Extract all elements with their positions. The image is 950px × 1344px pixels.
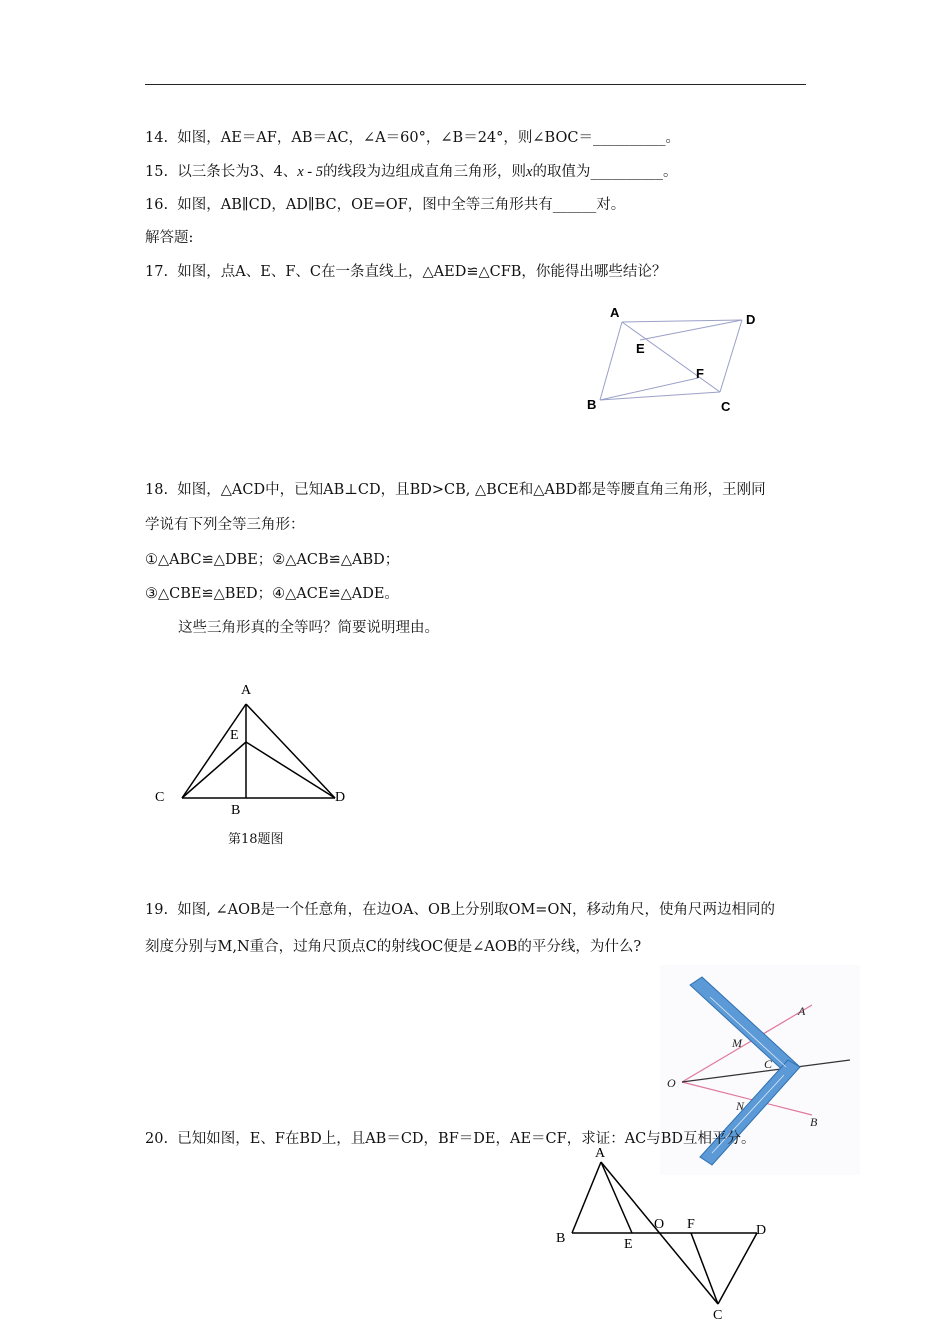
- label-f: F: [687, 1217, 695, 1232]
- question-15: 15. 以三条长为3、4、x - 5的线段为边组成直角三角形，则x的取值为__________。: [145, 164, 678, 180]
- question-18-line-4: ③△CBE≌△BED；④△ACE≌△ADE。: [145, 586, 399, 602]
- label-a: A: [610, 305, 620, 320]
- label-b: B: [231, 803, 241, 818]
- question-18-line-5: 这些三角形真的全等吗？简要说明理由。: [178, 620, 439, 636]
- expression-x-minus-5: x - 5: [297, 164, 323, 180]
- label-c: C: [764, 1057, 773, 1071]
- label-a: A: [798, 1004, 806, 1018]
- question-14: 14. 如图，AE＝AF，AB＝AC，∠A＝60°，∠B＝24°，则∠BOC＝__________。: [145, 130, 680, 146]
- seg-ab: [572, 1162, 601, 1233]
- label-e: E: [624, 1237, 633, 1252]
- question-20: 20. 已知如图，E、F在BD上，且AB＝CD，BF＝DE，AE＝CF，求证：AC与BD互相平分。: [145, 1131, 756, 1147]
- figure-20: [550, 1140, 780, 1323]
- label-o: O: [654, 1217, 665, 1232]
- question-17: 17. 如图，点A、E、F、C在一条直线上，△AED≌△CFB，你能得出哪些结论？: [145, 264, 667, 280]
- label-e: E: [230, 728, 239, 743]
- label-a: A: [595, 1146, 606, 1161]
- section-heading: 解答题:: [145, 230, 194, 246]
- label-e: E: [636, 341, 645, 356]
- question-19-line-2: 刻度分别与M,N重合，过角尺顶点C的射线OC便是∠AOB的平分线，为什么?: [145, 939, 642, 955]
- question-16: 16. 如图，AB∥CD，AD∥BC，OE=OF，图中全等三角形共有______对。: [145, 197, 626, 213]
- label-f: F: [696, 366, 704, 381]
- seg-fc: [691, 1233, 718, 1304]
- label-c: C: [155, 790, 165, 805]
- seg-ed: [640, 320, 742, 340]
- label-m: M: [732, 1036, 742, 1050]
- label-b: B: [556, 1231, 566, 1246]
- question-18-line-2: 学说有下列全等三角形：: [145, 517, 305, 533]
- label-d: D: [746, 312, 756, 327]
- label-o: O: [667, 1076, 676, 1090]
- figure-18: [145, 680, 365, 820]
- label-c: C: [721, 399, 731, 414]
- label-d: D: [335, 790, 346, 805]
- figure-18-caption: 第18题图: [228, 832, 284, 847]
- seg-dc: [720, 320, 742, 392]
- seg-ac: [622, 322, 720, 392]
- variable-x: x: [526, 164, 533, 180]
- seg-ae: [601, 1162, 632, 1233]
- label-a: A: [241, 683, 252, 698]
- label-b: B: [587, 397, 597, 412]
- question-19-line-1: 19. 如图, ∠AOB是一个任意角，在边OA、OB上分别取OM=ON，移动角尺，使角尺两边相同的: [145, 902, 776, 918]
- seg-ad: [622, 320, 742, 322]
- header-rule: [145, 84, 806, 85]
- figure-17: [580, 300, 780, 420]
- question-18-line-1: 18. 如图，△ACD中，已知AB⊥CD，且BD>CB, △BCE和△ABD都是等腰直角三角形，王刚同: [145, 482, 766, 498]
- question-18-line-3: ①△ABC≌△DBE；②△ACB≌△ABD；: [145, 552, 400, 568]
- seg-ab: [600, 322, 622, 400]
- label-d: D: [756, 1223, 767, 1238]
- seg-dc: [718, 1233, 757, 1304]
- label-c: C: [713, 1308, 723, 1323]
- label-n: N: [736, 1099, 745, 1113]
- label-b: B: [810, 1115, 818, 1129]
